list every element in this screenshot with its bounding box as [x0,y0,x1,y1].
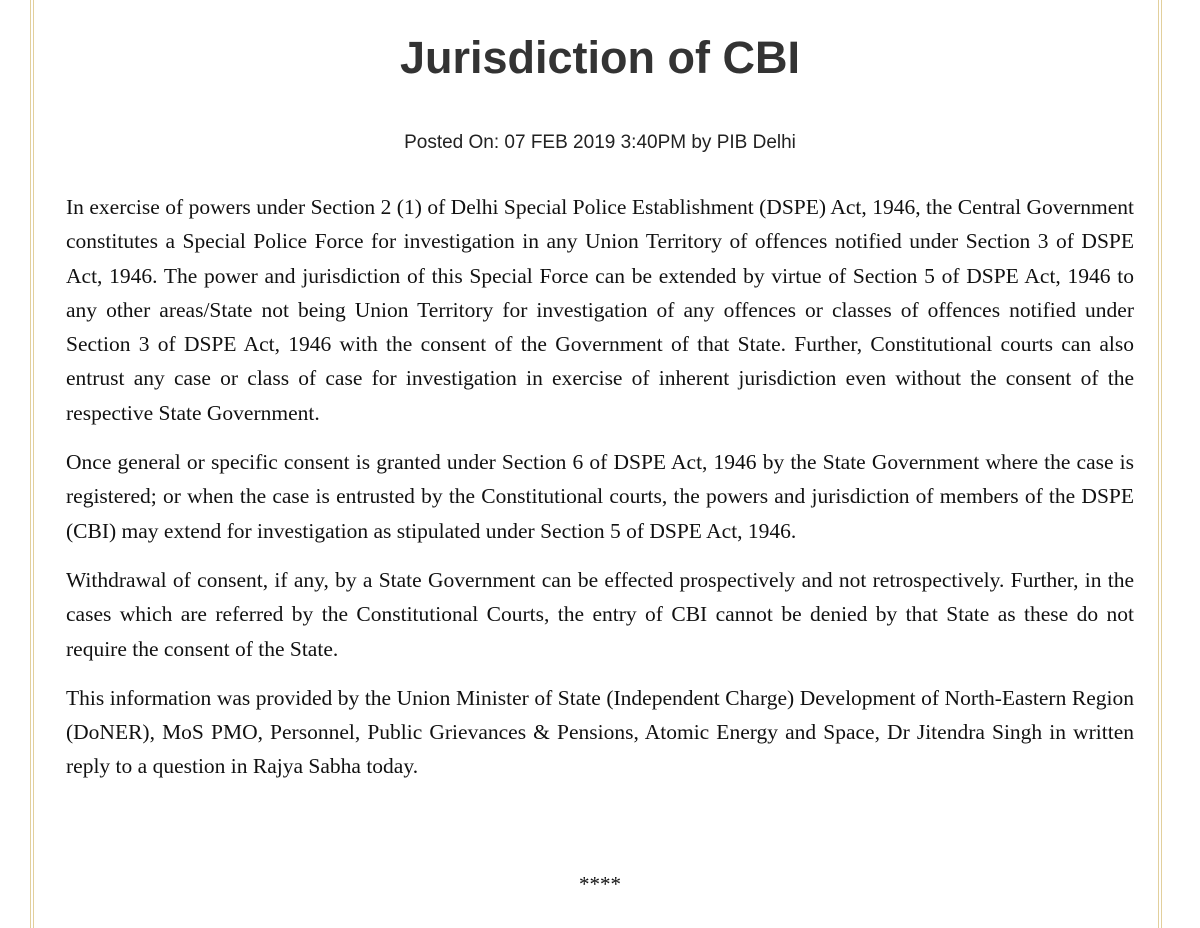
release-body [66,190,1134,799]
paragraph-1: In exercise of powers under Section 2 (1) of Delhi Special Police Establishment (DSPE) Act, 1946, the Central Government constitutes a Special Police Force for investigation in any Union Territory of offences notified under Section 3 of DSPE Act, 1946. The power and jurisdiction of this Special Force can be extended by virtue of Section 5 of DSPE Act, 1946 to any other areas/State not being Union Territory for investigation of any offences or classes of offences notified under Section 3 of DSPE Act, 1946 with the consent of the Government of that State. Further, Constitutional courts can also entrust any case or class of case for investigation in exercise of inherent jurisdiction even without the consent of the respective State Government. [66,195,1134,425]
end-mark: **** [579,872,621,896]
paragraph-4: This information was provided by the Union Minister of State (Independent Charge) Development of North-Eastern Region (DoNER), MoS PMO, Personnel, Public Grievances & Pensions, Atomic Energy and Space, Dr Jitendra Singh in written reply to a question in Rajya Sabha today. [66,685,1134,779]
paragraph-3: Withdrawal of consent, if any, by a State Government can be effected prospectively and not retrospectively. Further, in the cases which are referred by the Constitutional Courts, the entry of CBI cannot be denied by that State as these do not require the consent of the State. [66,567,1134,661]
paragraph-2: Once general or specific consent is granted under Section 6 of DSPE Act, 1946 by the State Government where the case is registered; or when the case is entrusted by the Constitutional courts, the powers and jurisdiction of members of the DSPE (CBI) may extend for investigation as stipulated under Section 5 of DSPE Act, 1946. [66,450,1134,543]
posted-on-line: Posted On: 07 FEB 2019 3:40PM by PIB Delhi [404,132,796,153]
page-title: Jurisdiction of CBI [399,32,800,83]
